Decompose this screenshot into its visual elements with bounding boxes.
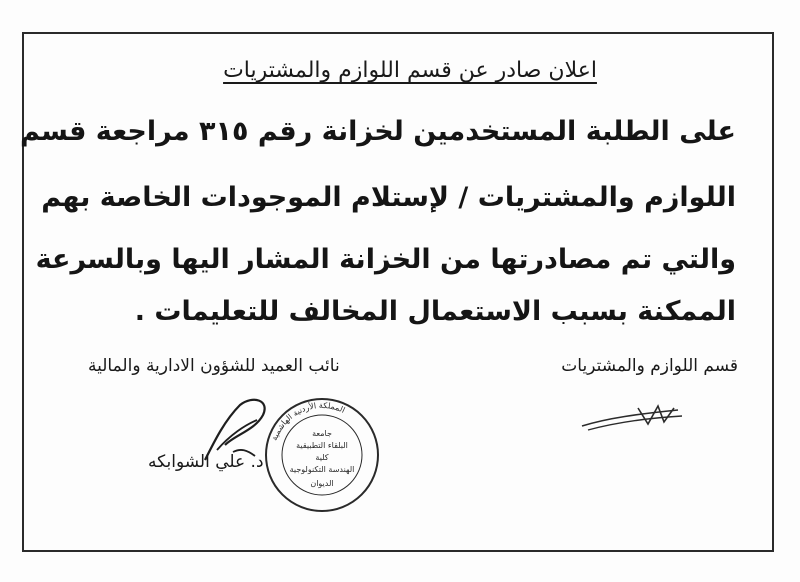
notice-line-4: الممكنة بسبب الاستعمال المخالف للتعليمات . <box>134 296 736 327</box>
official-stamp <box>262 396 382 514</box>
svg-text:المملكة الأردنية الهاشمية <box>270 401 347 442</box>
procurement-department-label: قسم اللوازم والمشتريات <box>561 356 738 376</box>
stamp-line-2: البلقاء التطبيقية <box>296 441 348 450</box>
document-border <box>22 32 774 552</box>
vice-dean-label: نائب العميد للشؤون الادارية والمالية <box>88 356 340 376</box>
stamp-line-3: كلية <box>315 453 329 462</box>
notice-line-3: والتي تم مصادرتها من الخزانة المشار اليها وبالسرعة <box>35 244 736 275</box>
stamp-line-5: الديوان <box>310 479 334 488</box>
stamp-line-4: الهندسة التكنولوجية <box>289 465 355 474</box>
notice-line-2: اللوازم والمشتريات / لإستلام الموجودات الخاصة بهم <box>41 182 736 213</box>
stamp-outer-text: المملكة الأردنية الهاشمية <box>269 400 347 442</box>
notice-title: اعلان صادر عن قسم اللوازم والمشتريات <box>223 58 597 83</box>
signer-name: د. علي الشوابكه <box>148 452 264 472</box>
handwritten-signature-right <box>578 396 688 436</box>
notice-line-1: على الطلبة المستخدمين لخزانة رقم ٣١٥ مراجعة قسم <box>20 116 736 147</box>
stamp-line-1: جامعة <box>312 429 332 438</box>
